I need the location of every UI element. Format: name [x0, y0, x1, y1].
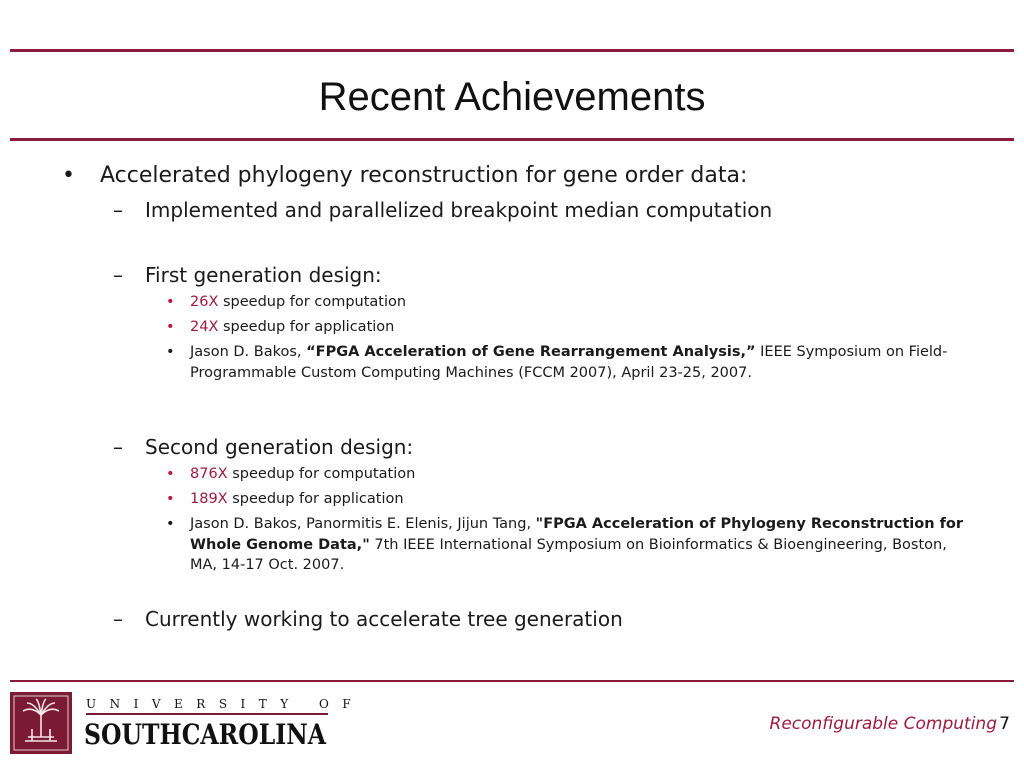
logo-text-top: UNIVERSITY OF: [86, 697, 365, 711]
second-gen-reference: [166, 514, 966, 576]
sub-bullet-first-gen-text: First generation design:: [145, 263, 382, 287]
speedup-value: 26X: [190, 294, 219, 310]
university-logo: [10, 689, 365, 755]
sub-bullet-implemented-text: Implemented and parallelized breakpoint median computation: [145, 198, 773, 222]
speedup-value: 876X: [190, 466, 228, 482]
speedup-value: 189X: [190, 491, 228, 507]
dash-marker: –: [113, 198, 123, 222]
logo-text-bottom: SOUTHCAROLINA: [84, 718, 328, 751]
second-gen-item-computation: [166, 464, 966, 485]
reference-title: "FPGA Acceleration of Phylogeny Reconstruction for Whole Genome Data,": [190, 516, 964, 553]
bullet-marker: •: [166, 466, 175, 482]
speedup-value: 24X: [190, 319, 219, 335]
title-underline-rule: [10, 138, 1014, 141]
bullet-marker: •: [62, 163, 75, 188]
speedup-label: speedup for application: [218, 319, 395, 335]
bullet-marker: •: [166, 319, 175, 335]
footer-course-name: Reconfigurable Computing: [769, 714, 997, 734]
bullet-main-text: Accelerated phylogeny reconstruction for gene order data:: [100, 163, 748, 188]
top-rule: [10, 49, 1014, 52]
bullet-marker: •: [166, 491, 175, 507]
first-gen-item-application: [166, 317, 966, 338]
slide-title: Recent Achievements: [318, 75, 706, 119]
page-number: 7: [999, 714, 1010, 734]
dash-marker: –: [113, 435, 123, 459]
speedup-label: speedup for computation: [218, 294, 407, 310]
bullet-marker: •: [166, 344, 175, 360]
second-gen-item-application: [166, 489, 966, 510]
dash-marker: –: [113, 607, 123, 631]
first-gen-reference: [166, 342, 966, 383]
footer-rule: [10, 680, 1014, 682]
dash-marker: –: [113, 263, 123, 287]
speedup-label: speedup for computation: [227, 466, 416, 482]
bullet-marker: •: [166, 516, 175, 532]
reference-title: “FPGA Acceleration of Gene Rearrangement Analysis,”: [306, 344, 756, 360]
reference-venue: 7th IEEE International Symposium on Bioinformatics & Bioengineering, Boston, MA, 14-17 Oct. 2007.: [190, 536, 947, 573]
sub-bullet-currently-working-text: Currently working to accelerate tree generation: [145, 607, 623, 631]
reference-authors: Jason D. Bakos, Panormitis E. Elenis, Jijun Tang,: [190, 516, 536, 532]
speedup-label: speedup for application: [227, 491, 404, 507]
bullet-marker: •: [166, 294, 175, 310]
reference-venue: IEEE Symposium on Field-Programmable Custom Computing Machines (FCCM 2007), April 23-25, 2007.: [190, 344, 948, 381]
first-gen-item-computation: [166, 292, 966, 313]
university-logo-graphic: [10, 689, 365, 755]
sub-bullet-second-gen-text: Second generation design:: [145, 435, 414, 459]
reference-authors: Jason D. Bakos,: [190, 344, 307, 360]
